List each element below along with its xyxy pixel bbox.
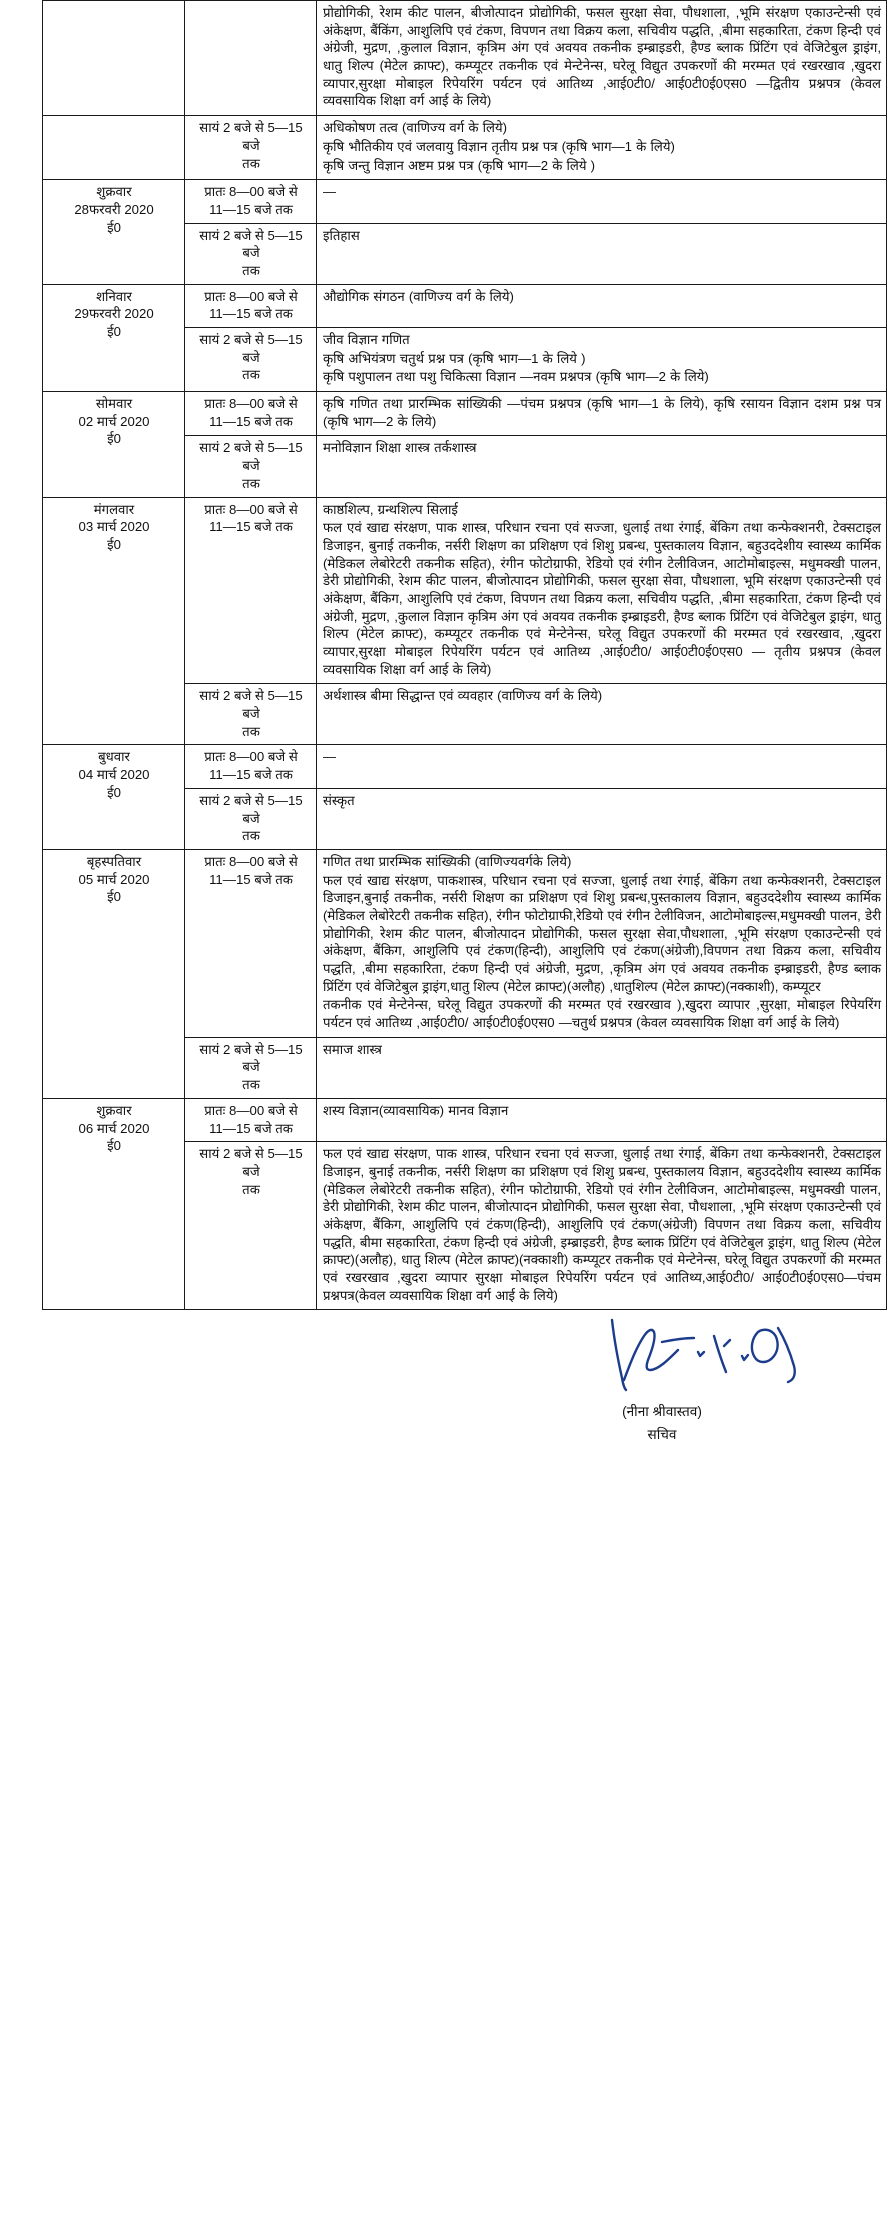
subject-cell — [317, 116, 887, 180]
subject-cell — [317, 284, 887, 327]
signature-block — [42, 1310, 886, 1478]
time-line-1: प्रातः 8—00 बजे से — [204, 501, 298, 517]
day-name: शुक्रवार — [96, 184, 132, 200]
subject-paragraph: जीव विज्ञान गणित — [323, 332, 410, 347]
time-line-2: 11—15 बजे तक — [209, 306, 293, 322]
time-line-2: तक — [242, 723, 260, 739]
subject-paragraph: समाज शास्त्र — [323, 1041, 382, 1057]
time-line-1: सायं 2 बजे से 5—15 बजे — [199, 120, 303, 153]
subject-paragraph: काष्ठशिल्प, ग्रन्थशिल्प सिलाई — [323, 501, 458, 517]
subject-paragraph: फल एवं खाद्य संरक्षण, पाक शास्त्र, परिधान रचना एवं सज्जा, धुलाई तथा रंगाई, बेंकिग तथा कन्फेक्शनरी, टेक्सटाइल डिजाइन, बुनाई तकनीक, नर्सरी शिक्षण का प्रशिक्षण एवं शिशु प्रबन्ध, पुस्तकालय विज्ञान, बहुउददेशीय स्वास्थ्य कार्मिक (मेडिकल लेबोरेटरी तकनीक सहित), रंगीन फोटोग्राफी, रेडियो एवं रंगीन टेलीविजन, आटोमोबाइल्स, मधुमक्खी पालन, डेरी प्रोद्योगिकी, रेशम कीट पालन, बीजोत्पादन प्रोद्योगिकी, फसल सुरक्षा सेवा, पौधशाला, भूमि संरक्षण एकाउन्टेन्सी एवं अंकेक्षण, बैंकिग, आशुलिपि एवं टंकण, विपणन तथा विक्रय कला, सचिवीय पद्धति, ,बीमा सहकारिता, टंकण हिन्दी एवं अंग्रेजी, मुद्रण, ,कुलाल विज्ञान कृत्रिम अंग एवं अवयव तकनीक इम्ब्राइडरी, हैण्ड ब्लाक प्रिंटिंग एवं वेजिटेबुल ड्राइंग, धातु शिल्प (मेटेल क्राफ्ट), कम्प्यूटर तकनीक एवं मेन्टेनेन्स, घरेलू विद्युत उपकरणों की मरम्मत एवं रखरखाव, ,खुदरा व्यापार,सुरक्षा मोबाइल रिपेयरिंग पर्यटन एवं आतिथ्य ,आई0टी0/ आई0टी0ई0एस0 — तृतीय प्रश्नपत्र (केवल व्यवसायिक शिक्षा वर्ग आई के लिये) — [323, 520, 881, 677]
day-name: शुक्रवार — [96, 1102, 132, 1118]
table-row — [43, 392, 887, 436]
day-name: बुधवार — [98, 749, 130, 765]
time-line-1: प्रातः 8—00 बजे से — [204, 288, 298, 304]
time-line-1: सायं 2 बजे से 5—15 बजे — [199, 1041, 303, 1075]
time-cell — [185, 116, 317, 180]
time-cell — [185, 849, 317, 1037]
table-row — [43, 1, 887, 116]
subject-paragraph: इतिहास — [323, 227, 360, 243]
time-cell — [185, 1142, 317, 1310]
subject-cell — [317, 223, 887, 284]
time-line-2: तक — [242, 367, 260, 383]
time-line-1: सायं 2 बजे से 5—15 बजे — [199, 792, 303, 826]
subject-paragraph: मनोविज्ञान शिक्षा शास्त्र तर्कशास्त्र — [323, 440, 477, 456]
table-row — [43, 849, 887, 1037]
time-line-2: 11—15 बजे तक — [209, 519, 293, 535]
subject-paragraph: गणित तथा प्रारम्भिक सांख्यिकी (वाणिज्यवर्गके लिये) — [323, 853, 572, 869]
day-date: 06 मार्च 2020 — [78, 1120, 150, 1136]
subject-cell — [317, 1098, 887, 1141]
day-cell-2020-03-05 — [43, 849, 185, 1098]
time-cell — [185, 684, 317, 745]
subject-paragraph: अधिकोषण तत्व (वाणिज्य वर्ग के लिये) — [323, 120, 508, 136]
day-name: शनिवार — [96, 288, 132, 304]
subject-paragraph: औद्योगिक संगठन (वाणिज्य वर्ग के लिये) — [323, 288, 514, 304]
day-date: 03 मार्च 2020 — [78, 519, 150, 535]
subject-paragraph: संस्कृत — [323, 792, 355, 808]
subject-paragraph: फल एवं खाद्य संरक्षण, पाक शास्त्र, परिधान रचना एवं सज्जा, धुलाई तथा रंगाई, बेंकिग तथा कन्फेक्शनरी, टेक्सटाइल डिजाइन, बुनाई तकनीक, नर्सरी शिक्षण का प्रशिक्षण एवं शिशु प्रबन्ध, पुस्तकालय विज्ञान, बहुउददेशीय स्वास्थ्य कार्मिक (मेडिकल लेबोरेटरी तकनीक सहित), रंगीन फोटोग्राफी, रेडियो एवं रंगीन टेलीविजन, आटोमोबाइल्स, मधुमक्खी पालन, डेरी प्रोद्योगिकी, रेशम कीट पालन, बीजोत्पादन प्रोद्योगिकी, फसल सुरक्षा सेवा, पौधशाला, ,भूमि संरक्षण एकाउन्टेन्सी एवं अंकेक्षण, बैंकिग, आशुलिपि एवं टंकण(हिन्दी), आशुलिपि एवं टंकण(अंग्रेजी) विपणन तथा विक्रय कला, सचिवीय पद्धति, बीमा सहकारिता, टंकण हिन्दी एवं अंग्रेजी, इम्ब्राइडरी, हैण्ड ब्लाक प्रिंटिंग एवं वेजिटेबुल ड्राइंग, धातु शिल्प (मेटेल क्राफ्ट)(अलौह), धातु शिल्प (मेटेल क्राफ्ट)(नक्काशी) कम्प्यूटर तकनीक एवं मेन्टेनेन्स, घरेलू विद्युत उपकरणों की मरम्मत एवं रखरखाव ,खुदरा व्यापार सुरक्षा मोबाइल रिपेयरिंग पर्यटन एवं आतिथ्य,आई0टी0/ आई0टी0ई0एस0—पंचम प्रश्नपत्र(केवल व्यवसायिक शिक्षा वर्ग आई के लिये) — [323, 1146, 881, 1303]
time-line-2: तक — [242, 155, 260, 171]
subject-cell — [317, 392, 887, 436]
subject-cell — [317, 1, 887, 116]
time-cell — [185, 436, 317, 497]
day-name: सोमवार — [95, 396, 133, 412]
time-line-2: तक — [242, 262, 260, 278]
subject-paragraph: कृषि जन्तु विज्ञान अष्टम प्रश्न पत्र (कृषि भाग—2 के लिये ) — [323, 157, 596, 173]
day-cell-2020-03-02 — [43, 392, 185, 497]
signatory-name: (नीना श्रीवास्तव) — [622, 1404, 702, 1420]
subject-paragraph: — — [323, 184, 336, 200]
day-cell-2020-02-28 — [43, 180, 185, 284]
day-name: मंगलवार — [93, 501, 135, 517]
time-cell — [185, 328, 317, 392]
subject-paragraph: कृषि अभियंत्रण चतुर्थ प्रश्न पत्र (कृषि भाग—1 के लिये ) — [323, 350, 586, 366]
time-line-2: 11—15 बजे तक — [209, 201, 293, 217]
day-date: 28फरवरी 2020 — [74, 201, 154, 217]
subject-paragraph: फल एवं खाद्य संरक्षण, पाकशास्त्र, परिधान रचना एवं सज्जा, धुलाई तथा रंगाई, बेंकिग तथा कन्फेक्शनरी, टेक्सटाइल डिजाइन,बुनाई तकनीक, नर्सरी शिक्षण का प्रशिक्षण एवं शिशु प्रबन्ध,पुस्तकालय विज्ञान, बहुउददेशीय स्वास्थ्य कार्मिक (मेडिकल लेबोरेटरी तकनीक सहित), रंगीन फोटोग्राफी,रेडियो एवं रंगीन टेलीविजन, आटोमोबाइल्स,मधुमक्खी पालन, डेरी प्रोद्योगिकी, रेशम कीट पालन, बीजोत्पादन प्रोद्योगिकी, फसल सुरक्षा सेवा,पौधशाला, ,भूमि संरक्षण एकाउन्टेन्सी एवं अंकेक्षण, बैंकिग, आशुलिपि एवं टंकण(हिन्दी), आशुलिपि एवं टंकण(अंग्रेजी),विपणन तथा विक्रय कला, सचिवीय पद्धति, ,बीमा सहकारिता, टंकण हिन्दी एवं अंग्रेजी, मुद्रण, ,कृत्रिम अंग एवं अवयव तकनीक इम्ब्राइडरी, हैण्ड ब्लाक प्रिंटिंग एवं वेजिटेबुल ड्राइंग,धातु शिल्प (मेटेल क्राफ्ट)(अलौह) ,धातुशिल्प (मेटेल क्राफ्ट)(नक्काशी), कम्प्यूटर — [323, 872, 881, 994]
time-line-2: 11—15 बजे तक — [209, 871, 293, 887]
signatory-designation: सचिव — [647, 1427, 677, 1443]
time-line-1: सायं 2 बजे से 5—15 बजे — [199, 688, 303, 722]
day-name: बृहस्पतिवार — [86, 853, 142, 869]
table-row — [43, 1098, 887, 1141]
time-line-2: 11—15 बजे तक — [209, 767, 293, 783]
time-line-1: सायं 2 बजे से 5—15 बजे — [199, 332, 303, 365]
time-line-1: सायं 2 बजे से 5—15 बजे — [199, 440, 303, 474]
day-cell — [43, 116, 185, 180]
subject-paragraph: शस्य विज्ञान(व्यावसायिक) मानव विज्ञान — [323, 1102, 509, 1118]
subject-paragraph: तकनीक एवं मेन्टेनेन्स, घरेलू विद्युत उपकरणों की मरम्मत एवं रखरखाव ),खुदरा व्यापार ,सुरक्षा, मोबाइल रिपेयरिंग पर्यटन एवं आतिथ्य ,आई0टी0/ आई0टी0ई0एस0 —चतुर्थ प्रश्नपत्र (केवल व्यवसायिक शिक्षा वर्ग आई के लिये) — [323, 997, 881, 1031]
day-era: ई0 — [107, 219, 121, 235]
day-cell-2020-02-29 — [43, 284, 185, 391]
subject-cell — [317, 180, 887, 223]
time-line-2: तक — [242, 475, 260, 491]
time-line-1: सायं 2 बजे से 5—15 बजे — [199, 227, 303, 261]
subject-paragraph: कृषि पशुपालन तथा पशु चिकित्सा विज्ञान —नवम प्रश्नपत्र (कृषि भाग—2 के लिये) — [323, 369, 709, 385]
subject-cell — [317, 497, 887, 684]
day-date: 05 मार्च 2020 — [78, 871, 150, 887]
subject-cell — [317, 684, 887, 745]
day-date: 29फरवरी 2020 — [74, 306, 154, 322]
subject-paragraph: कृषि गणित तथा प्रारम्भिक सांख्यिकी —पंचम प्रश्नपत्र (कृषि भाग—1 के लिये), कृषि रसायन विज्ञान दशम प्रश्न पत्र (कृषि भाग—2 के लिये) — [323, 396, 881, 429]
handwritten-signature-icon — [602, 1316, 822, 1396]
table-row — [43, 284, 887, 327]
time-cell — [185, 497, 317, 684]
day-era: ई0 — [107, 889, 121, 905]
subject-cell — [317, 1142, 887, 1310]
table-row — [43, 497, 887, 684]
time-cell — [185, 284, 317, 327]
day-era: ई0 — [107, 784, 121, 800]
day-date: 02 मार्च 2020 — [78, 413, 150, 429]
time-cell — [185, 1, 317, 116]
time-line-1: प्रातः 8—00 बजे से — [204, 749, 298, 765]
time-line-2: 11—15 बजे तक — [209, 413, 293, 429]
time-line-1: प्रातः 8—00 बजे से — [204, 853, 298, 869]
time-cell — [185, 180, 317, 223]
time-line-2: तक — [242, 828, 260, 844]
subject-cell — [317, 788, 887, 849]
day-era: ई0 — [107, 536, 121, 552]
time-cell — [185, 392, 317, 436]
subject-paragraph: कृषि भौतिकीय एवं जलवायु विज्ञान तृतीय प्रश्न पत्र (कृषि भाग—1 के लिये) — [323, 138, 675, 154]
time-line-2: 11—15 बजे तक — [209, 1120, 293, 1136]
time-cell — [185, 788, 317, 849]
time-line-2: तक — [242, 1181, 260, 1197]
day-era: ई0 — [107, 431, 121, 447]
time-line-1: सायं 2 बजे से 5—15 बजे — [199, 1146, 303, 1179]
time-line-1: प्रातः 8—00 बजे से — [204, 184, 298, 200]
day-cell — [43, 1, 185, 116]
subject-cell — [317, 436, 887, 497]
day-cell-2020-03-06 — [43, 1098, 185, 1310]
time-line-1: प्रातः 8—00 बजे से — [204, 396, 298, 412]
day-cell-2020-03-03 — [43, 497, 185, 745]
subject-paragraph: — — [323, 749, 336, 765]
subject-cell — [317, 745, 887, 788]
subject-cell — [317, 849, 887, 1037]
schedule-table-body — [43, 1, 887, 1310]
exam-schedule-table — [42, 0, 887, 1310]
time-line-2: तक — [242, 1077, 260, 1093]
day-era: ई0 — [107, 1138, 121, 1154]
table-row — [43, 745, 887, 788]
subject-paragraph: प्रोद्योगिकी, रेशम कीट पालन, बीजोत्पादन प्रोद्योगिकी, फसल सुरक्षा सेवा, पौधशाला, ,भूमि संरक्षण एकाउन्टेन्सी एवं अंकेक्षण, बैंकिंग, आशुलिपि एवं टंकण, विपणन तथा विक्रय कला, सचिवीय पद्धति, ,बीमा सहकारिता, टंकण हिन्दी एवं अंग्रेजी, मुद्रण, ,कुलाल विज्ञान, कृत्रिम अंग एवं अवयव तकनीक इम्ब्राइडरी, हैण्ड ब्लाक प्रिंटिंग एवं वेजिटेबुल ड्राइंग, धातु शिल्प (मेटेल क्राफ्ट), कम्प्यूटर तकनीक एवं मेन्टेनेन्स, घरेलू विद्युत उपकरणों की मरम्मत एवं रखरखाव ,खुदरा व्यापार,सुरक्षा मोबाइल रिपेयरिंग पर्यटन एवं आतिथ्य ,आई0टी0/ आई0टी0ई0एस0 —द्वितीय प्रश्नपत्र (केवल व्यवसायिक शिक्षा वर्ग आई के लिये) — [323, 5, 881, 109]
subject-cell — [317, 1037, 887, 1098]
time-cell — [185, 223, 317, 284]
table-row — [43, 116, 887, 180]
time-cell — [185, 1098, 317, 1141]
time-line-1: प्रातः 8—00 बजे से — [204, 1102, 298, 1118]
subject-paragraph: अर्थशास्त्र बीमा सिद्धान्त एवं व्यवहार (वाणिज्य वर्ग के लिये) — [323, 688, 603, 704]
day-era: ई0 — [107, 324, 121, 339]
day-cell-2020-03-04 — [43, 745, 185, 849]
time-cell — [185, 745, 317, 788]
subject-cell — [317, 328, 887, 392]
table-row — [43, 180, 887, 223]
day-date: 04 मार्च 2020 — [78, 767, 150, 783]
time-cell — [185, 1037, 317, 1098]
